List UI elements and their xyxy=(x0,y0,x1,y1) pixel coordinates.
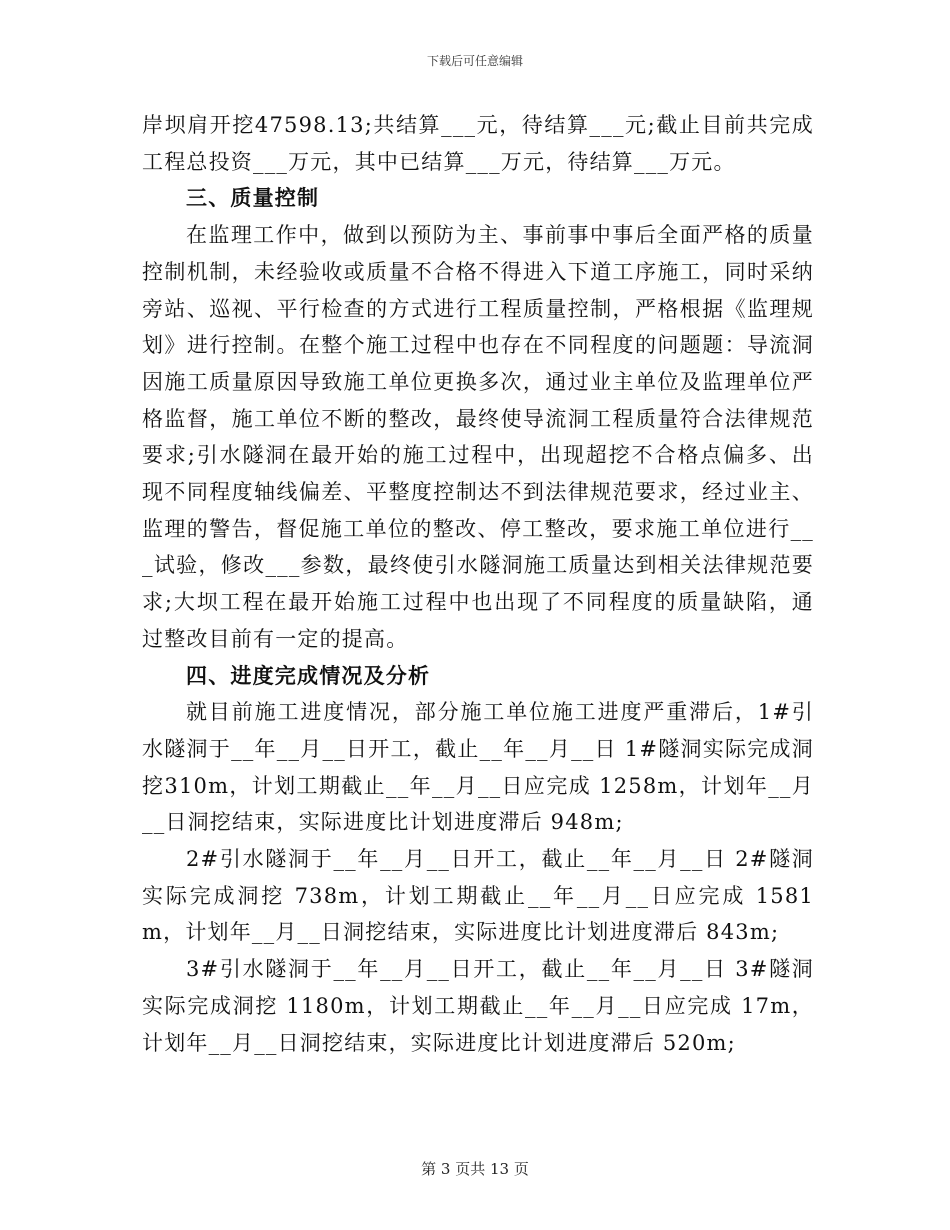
section-heading-quality-control: 三、质量控制 xyxy=(186,186,320,211)
paragraph-progress-tunnel-2: 2#引水隧洞于__年__月__日开工，截止__年__月__日 2#隧洞实际完成洞挖 738m，计划工期截止__年__月__日应完成 1581m，计划年__月__日洞挖结束，实际进度比计划进度滞后 843m; xyxy=(142,847,814,945)
page-header: 下载后可任意编辑 xyxy=(426,54,523,68)
paragraph-quality-control: 在监理工作中，做到以预防为主、事前事中事后全面严格的质量控制机制，未经验收或质量不合格不得进入下道工序施工，同时采纳旁站、巡视、平行检查的方式进行工程质量控制，严格根据《监理规划》进行控制。在整个施工过程中也存在不同程度的问题题：导流洞因施工质量原因导致施工单位更换多次，通过业主单位及监理单位严格监督，施工单位不断的整改，最终使导流洞工程质量符合法律规范要求;引水隧洞在最开始的施工过程中，出现超挖不合格点偏多、出现不同程度轴线偏差、平整度控制达不到法律规范要求，经过业主、监理的警告，督促施工单位的整改、停工整改，要求施工单位进行___试验，修改___参数，最终使引水隧洞施工质量达到相关法律规范要求;大坝工程在最开始施工过程中也出现了不同程度的质量缺陷，通过整改目前有一定的提高。 xyxy=(142,223,814,651)
paragraph-progress-tunnel-3: 3#引水隧洞于__年__月__日开工，截止__年__月__日 3#隧洞实际完成洞挖 1180m，计划工期截止__年__月__日应完成 17m，计划年__月__日洞挖结束，实际进度比计划进度滞后 520m; xyxy=(142,957,814,1055)
paragraph-progress-tunnel-1: 就目前施工进度情况，部分施工单位施工进度严重滞后，1#引水隧洞于__年__月__日开工，截止__年__月__日 1#隧洞实际完成洞挖310m，计划工期截止__年__月__日应完成 1258m，计划年__月__日洞挖结束，实际进度比计划进度滞后 948m; xyxy=(142,700,814,835)
page-footer: 第 3 页共 13 页 xyxy=(421,1160,529,1178)
section-heading-progress: 四、进度完成情况及分析 xyxy=(186,663,431,688)
document-body xyxy=(142,107,814,1061)
paragraph-investment-summary: 岸坝肩开挖47598.13;共结算___元，待结算___元;截止目前共完成工程总投资___万元，其中已结算___万元，待结算___万元。 xyxy=(142,113,814,174)
